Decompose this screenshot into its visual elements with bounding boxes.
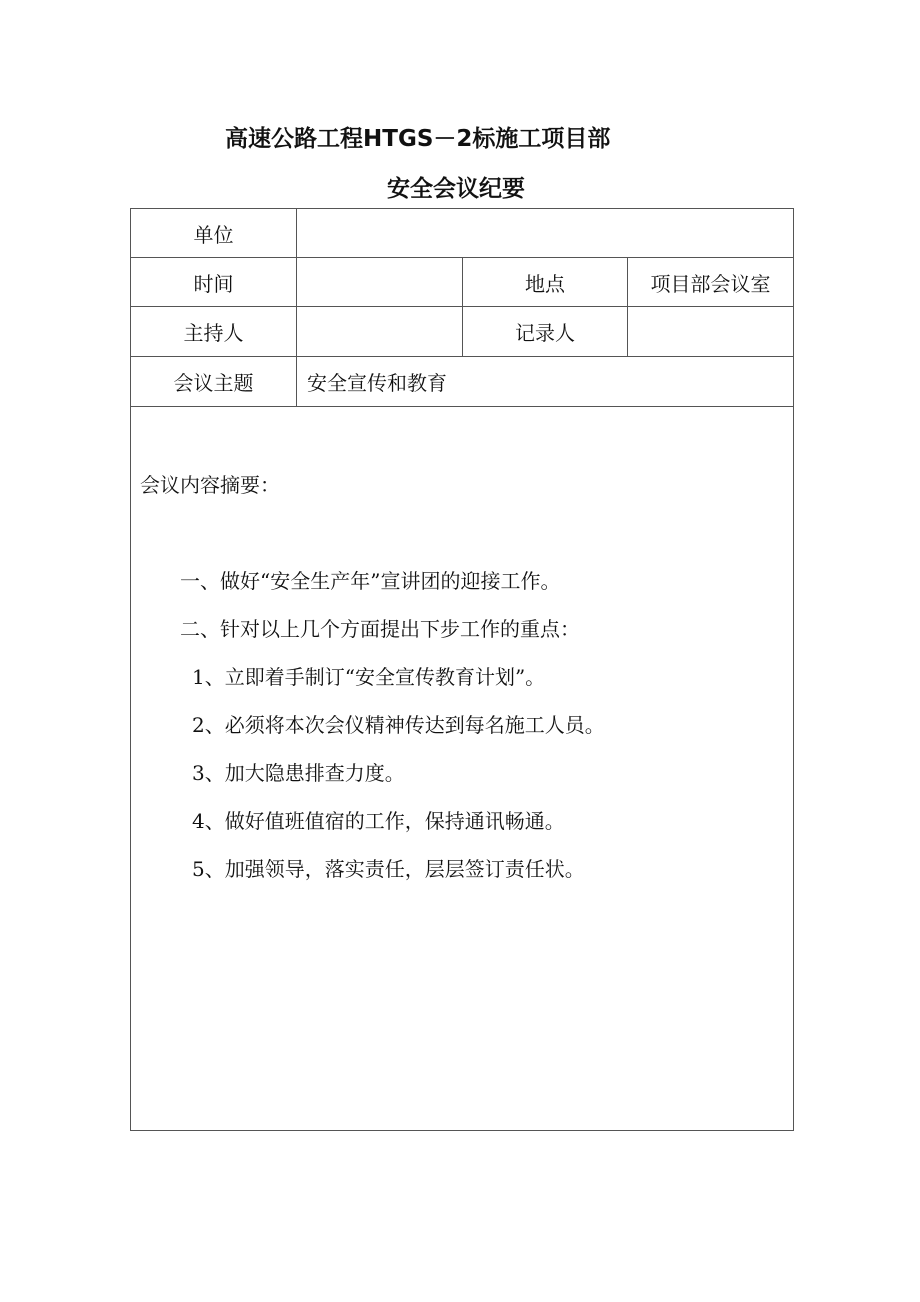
host-value	[296, 306, 463, 357]
recorder-value	[627, 306, 794, 357]
content-heading: 会议内容摘要：	[140, 473, 280, 497]
content-line: 3、加大隐患排查力度。	[192, 761, 405, 785]
content-line: 二、针对以上几个方面提出下步工作的重点：	[180, 617, 580, 641]
host-label: 主持人	[130, 306, 297, 357]
topic-value: 安全宣传和教育	[296, 356, 794, 407]
document-subtitle: 安全会议纪要	[387, 176, 525, 202]
content-line: 2、必须将本次会仪精神传达到每名施工人员。	[192, 713, 605, 737]
content-line: 5、加强领导，落实责任，层层签订责任状。	[192, 857, 585, 881]
time-value	[296, 257, 463, 307]
place-label: 地点	[462, 257, 628, 307]
content-line: 4、做好值班值宿的工作，保持通讯畅通。	[192, 809, 565, 833]
time-label: 时间	[130, 257, 297, 307]
content-line: 1、立即着手制订“安全宣传教育计划”。	[192, 665, 546, 689]
topic-label: 会议主题	[130, 356, 297, 407]
unit-value	[296, 208, 794, 258]
recorder-label: 记录人	[462, 306, 628, 357]
document-title: 高速公路工程HTGS－2标施工项目部	[225, 126, 611, 152]
place-value: 项目部会议室	[627, 257, 794, 307]
unit-label: 单位	[130, 208, 297, 258]
content-line: 一、做好“安全生产年”宣讲团的迎接工作。	[180, 569, 561, 593]
